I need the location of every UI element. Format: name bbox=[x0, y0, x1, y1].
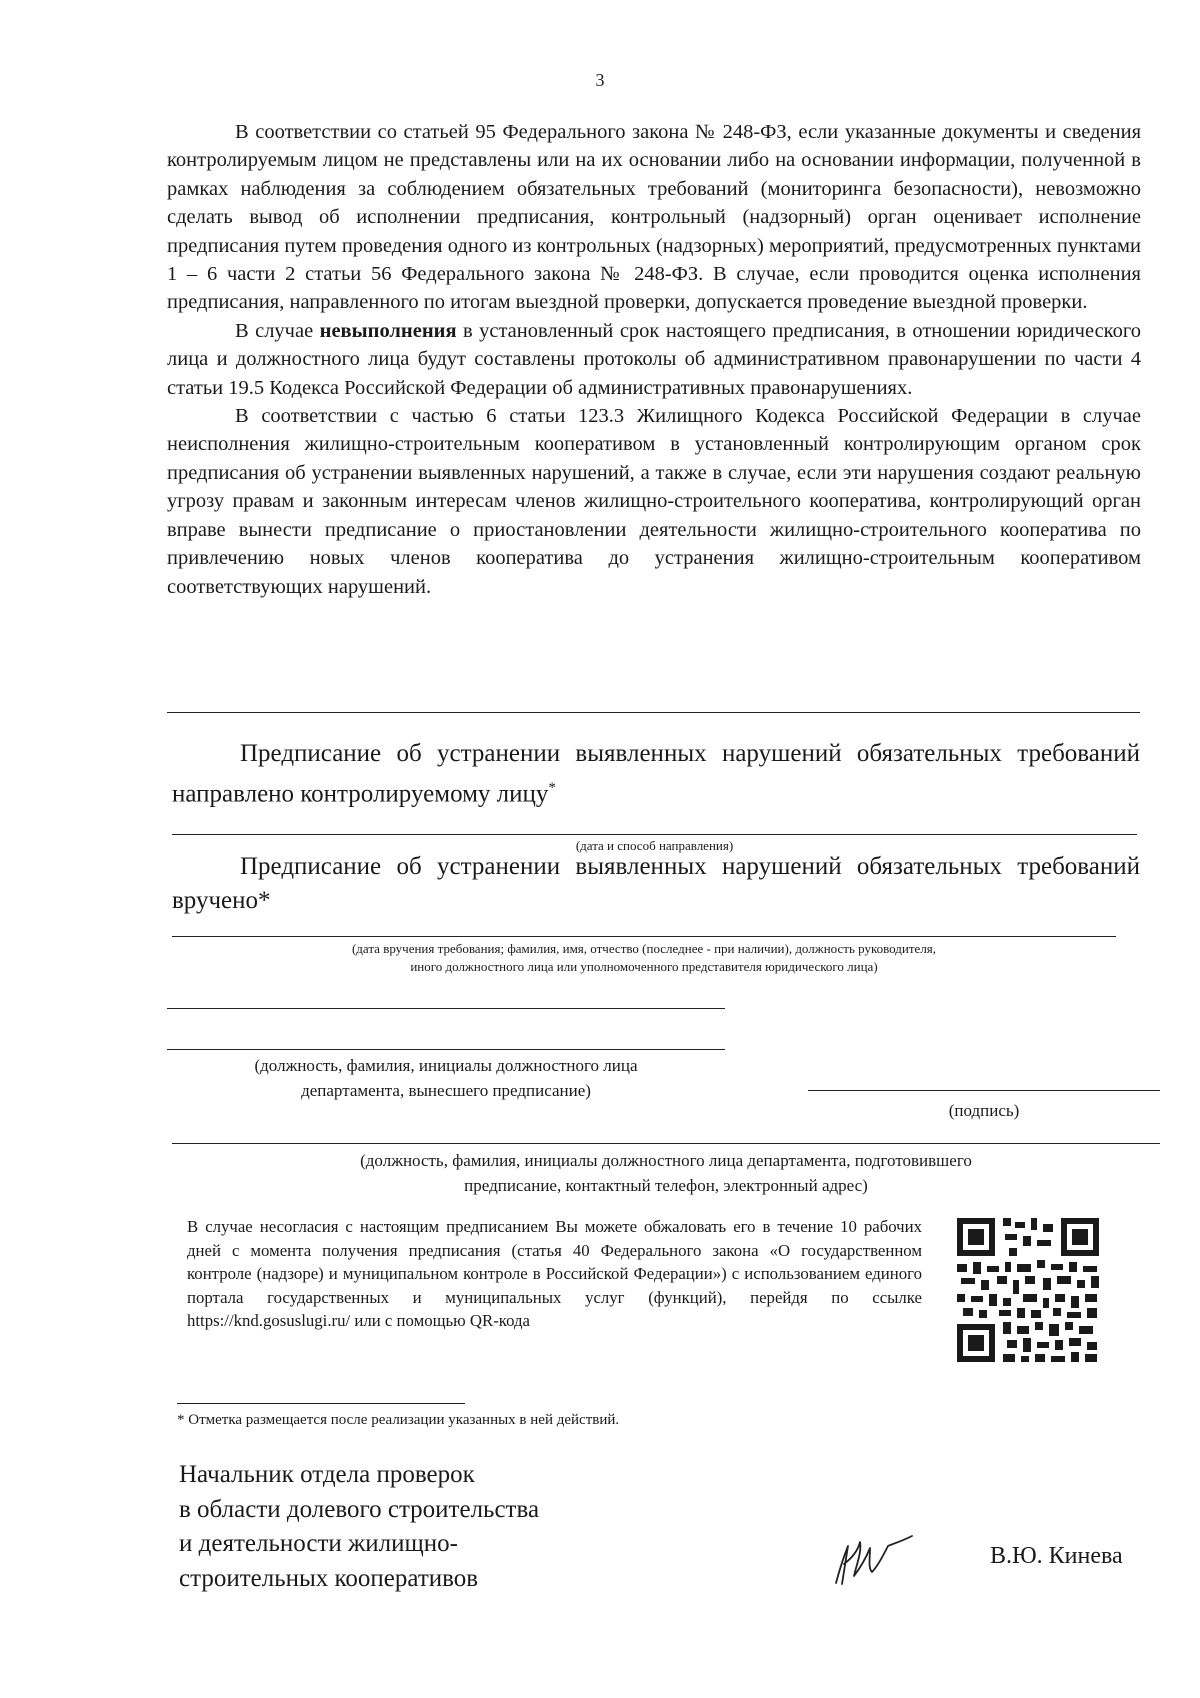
sent-caption: (дата и способ направления) bbox=[575, 838, 734, 853]
qr-code bbox=[953, 1214, 1103, 1366]
signatory-name: В.Ю. Кинева bbox=[990, 1543, 1123, 1569]
handwritten-signature bbox=[826, 1528, 918, 1588]
appeal-text: В случае несогласия с настоящим предписанием Вы можете обжаловать его в течение 10 рабочих дней с момента получения предписания (статья 40 Федерального закона «О государственном контроле (надзоре) и муниципальном контроле в Российской Федерации») с использованием единого портала государственных и муниципальных услуг (функций), перейдя по ссылке https://knd.gosuslugi.ru/ или с помощью QR-кода bbox=[187, 1217, 922, 1331]
delivered-caption: (дата вручения требования; фамилия, имя, отчество (последнее - при наличии), должность руководителя, иного должностного лица или уполномоченного представителя юридического лица) bbox=[351, 941, 937, 974]
preparer-caption: (должность, фамилия, инициалы должностного лица департамента, подготовившего предписание, контактный телефон, электронный адрес) bbox=[360, 1151, 972, 1195]
sent-statement: Предписание об устранении выявленных нарушений обязательных требований направлено контролируемому лицу* bbox=[172, 740, 1140, 808]
delivered-statement: Предписание об устранении выявленных нарушений обязательных требований вручено* bbox=[172, 853, 1140, 914]
paragraph-1: В соответствии со статьей 95 Федерального закона № 248-ФЗ, если указанные документы и сведения контролируемым лицом не представлены или на их основании либо на основании информации, полученной в рамках наблюдения за соблюдением обязательных требований (мониторинга безопасности), невозможно сделать вывод об исполнении предписания, контрольный (надзорный) орган оценивает исполнение предписания путем проведения одного из контрольных (надзорных) мероприятий, предусмотренных пунктами 1 – 6 части 2 статьи 56 Федерального закона № 248-ФЗ. В случае, если проводится оценка исполнения предписания, направленного по итогам выездной проверки, допускается проведение выездной проверки. bbox=[167, 121, 1141, 314]
section-divider bbox=[167, 712, 1140, 713]
paragraph-2: В случае невыполнения в установленный срок настоящего предписания, в отношении юридического лица и должностного лица будут составлены протоколы об административном правонарушении по части 4 статьи 19.5 Кодекса Российской Федерации об административных правонарушениях. bbox=[167, 319, 1141, 399]
blank-line-1 bbox=[167, 1008, 725, 1009]
signatory-title: Начальник отдела проверок в области долевого строительства и деятельности жилищно- строительных кооперативов bbox=[179, 1461, 540, 1592]
footnote: * Отметка размещается после реализации указанных в ней действий. bbox=[177, 1412, 620, 1428]
official-line bbox=[167, 1049, 725, 1050]
delivered-line bbox=[172, 936, 1116, 937]
page-number: 3 bbox=[595, 70, 605, 90]
signature-line bbox=[808, 1090, 1160, 1091]
paragraph-3: В соответствии с частью 6 статьи 123.3 Жилищного Кодекса Российской Федерации в случае неисполнения жилищно-строительным кооперативом в установленный контролирующим органом срок предписания об устранении выявленных нарушений, а также в случае, если эти нарушения создают реальную угрозу правам и законным интересам членов жилищно-строительного кооператива, контролирующий орган вправе вынести предписание о приостановлении деятельности жилищно-строительного кооператива по привлечению новых членов кооператива до устранения жилищно-строительным кооперативом соответствующих нарушений. bbox=[167, 405, 1141, 598]
signature-caption: (подпись) bbox=[948, 1101, 1020, 1120]
main-text bbox=[167, 118, 1141, 601]
sent-date-line bbox=[172, 834, 1137, 835]
official-caption: (должность, фамилия, инициалы должностного лица департамента, вынесшего предписание) bbox=[254, 1056, 638, 1100]
footnote-rule bbox=[177, 1403, 465, 1404]
preparer-line bbox=[172, 1143, 1160, 1144]
bold-word: невыполнения bbox=[319, 319, 457, 342]
